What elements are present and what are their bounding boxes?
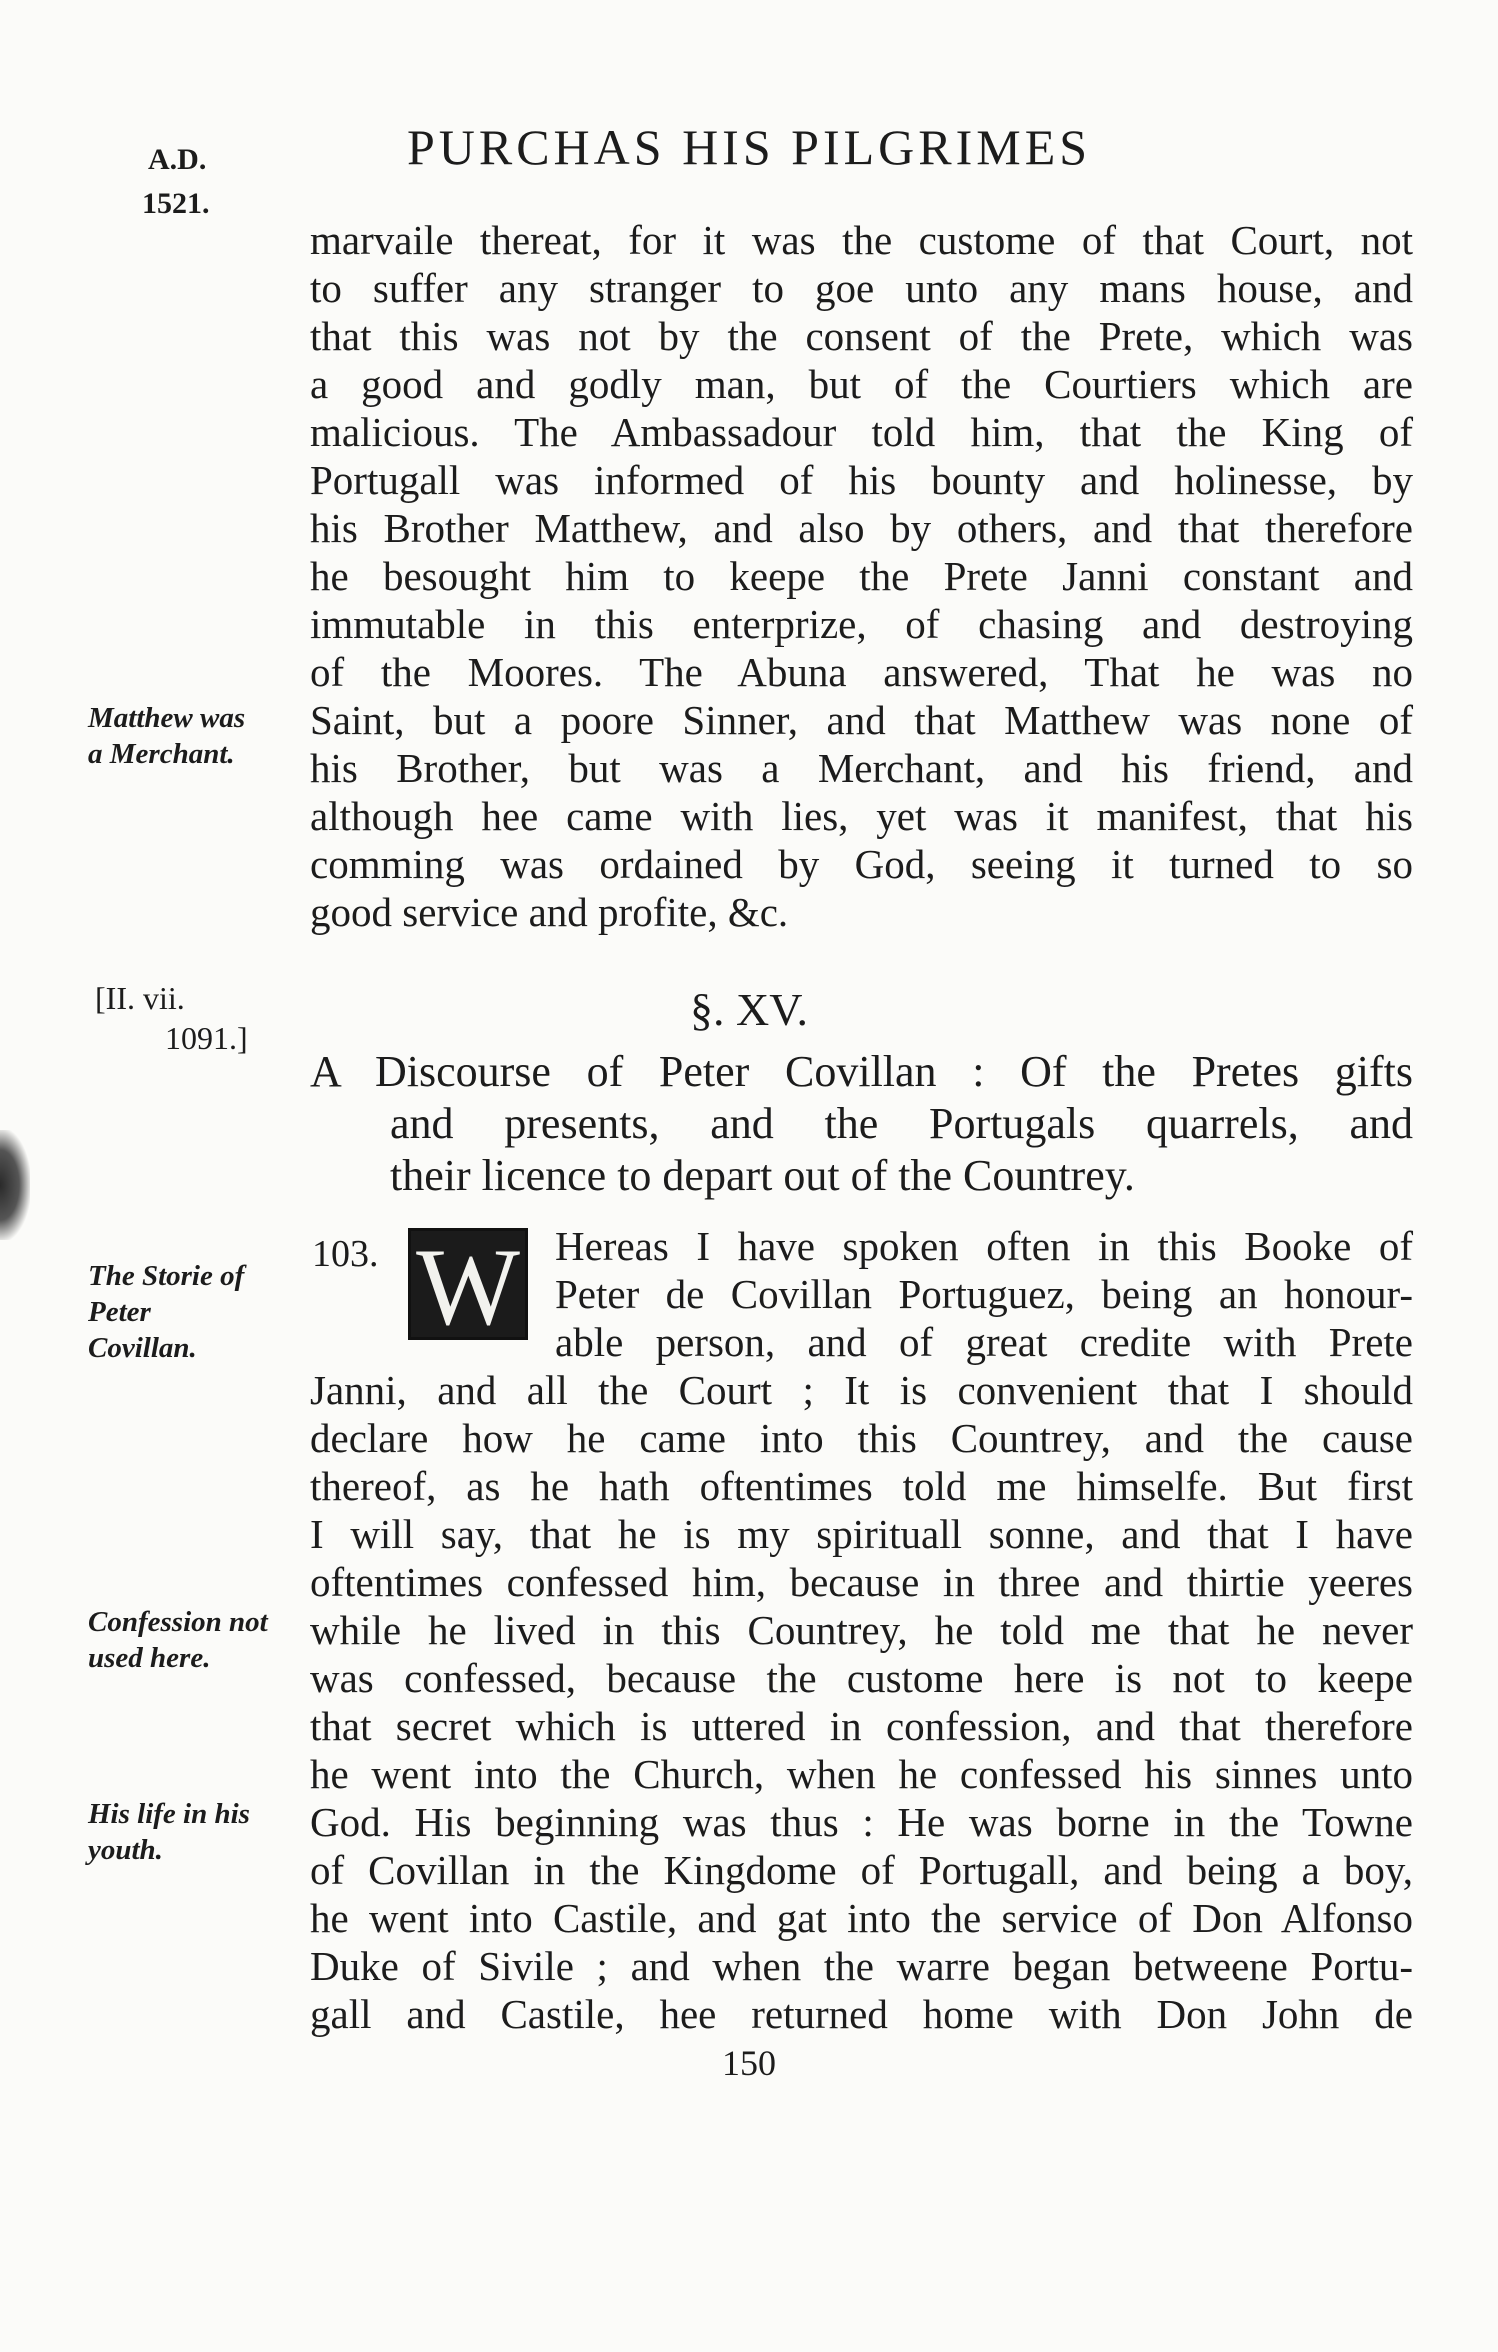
heading-line: A Discourse of Peter Covillan : Of the Pretes gifts — [310, 1047, 1413, 1096]
text-line: comming was ordained by God, seeing it turned to so — [310, 841, 1413, 887]
margin-note-line: Confession not — [88, 1606, 268, 1638]
margin-note-line: youth. — [88, 1834, 163, 1866]
margin-note-storie — [88, 1258, 244, 1366]
margin-note-line: Peter — [88, 1296, 151, 1328]
year: 1521. — [142, 187, 210, 220]
chapter-number: 103. — [312, 1233, 379, 1275]
text-line: of the Moores. The Abuna answered, That he was no — [310, 649, 1413, 695]
text-line: able person, and of great credite with Prete — [555, 1319, 1413, 1365]
date-label: A.D. — [148, 143, 207, 176]
text-line: Janni, and all the Court ; It is convenient that I should — [310, 1367, 1413, 1413]
margin-note-line: Matthew was — [88, 702, 246, 734]
page-edge-shadow — [0, 1130, 30, 1240]
text-line: Saint, but a poore Sinner, and that Matthew was none of — [310, 697, 1413, 743]
text-line: malicious. The Ambassadour told him, that the King of — [310, 409, 1413, 455]
page-number: 150 — [722, 2043, 776, 2083]
text-line: immutable in this enterprize, of chasing and destroying — [310, 601, 1413, 647]
text-line: oftentimes confessed him, because in three and thirtie yeeres — [310, 1559, 1413, 1605]
text-line: he besought him to keepe the Prete Janni constant and — [310, 553, 1413, 599]
margin-note-line: The Storie of — [88, 1260, 245, 1292]
text-line: he went into Castile, and gat into the service of Don Alfonso — [310, 1895, 1413, 1941]
text-line: was confessed, because the custome here is not to keepe — [310, 1655, 1413, 1701]
text-line: thereof, as he hath oftentimes told me himselfe. But first — [310, 1463, 1413, 1509]
text-line: Portugall was informed of his bounty and holinesse, by — [310, 457, 1413, 503]
text-line: that secret which is uttered in confession, and that therefore — [310, 1703, 1413, 1749]
text-line: while he lived in this Countrey, he told me that he never — [310, 1607, 1413, 1653]
text-line: to suffer any stranger to goe unto any mans house, and — [310, 265, 1413, 311]
margin-ref-line: [II. vii. — [95, 980, 185, 1016]
text-line: Peter de Covillan Portuguez, being an honour- — [555, 1271, 1413, 1317]
text-line: a good and godly man, but of the Courtiers which are — [310, 361, 1413, 407]
text-line: although hee came with lies, yet was it manifest, that his — [310, 793, 1413, 839]
text-line: Hereas I have spoken often in this Booke of — [555, 1223, 1413, 1269]
text-line: that this was not by the consent of the Prete, which was — [310, 313, 1413, 359]
text-line: marvaile thereat, for it was the custome of that Court, not — [310, 217, 1413, 263]
margin-note-line: His life in his — [88, 1798, 250, 1830]
text-line: Duke of Sivile ; and when the warre began betweene Portu- — [310, 1943, 1413, 1989]
margin-note-matthew — [88, 700, 245, 772]
text-line: his Brother Matthew, and also by others, and that therefore — [310, 505, 1413, 551]
drop-cap: W — [408, 1228, 528, 1340]
margin-note-line: used here. — [88, 1642, 211, 1674]
text-line: God. His beginning was thus : He was borne in the Towne — [310, 1799, 1413, 1845]
text-line: I will say, that he is my spirituall sonne, and that I have — [310, 1511, 1413, 1557]
text-line: his Brother, but was a Merchant, and his friend, and — [310, 745, 1413, 791]
section-number: §. XV. — [689, 984, 808, 1035]
heading-line: and presents, and the Portugals quarrels, and — [390, 1099, 1413, 1148]
text-line: declare how he came into this Countrey, and the cause — [310, 1415, 1413, 1461]
text-line: good service and profite, &c. — [310, 889, 789, 935]
text-line: of Covillan in the Kingdome of Portugall, and being a boy, — [310, 1847, 1413, 1893]
margin-note-youth — [88, 1796, 250, 1868]
text-line: gall and Castile, hee returned home with Don John de — [310, 1991, 1413, 2037]
running-head: PURCHAS HIS PILGRIMES — [406, 119, 1092, 175]
margin-note-line: Covillan. — [88, 1332, 197, 1364]
margin-ref-line: 1091.] — [165, 1020, 248, 1056]
heading-line: their licence to depart out of the Countrey. — [390, 1151, 1135, 1200]
margin-note-confession — [88, 1604, 268, 1676]
margin-note-line: a Merchant. — [88, 738, 235, 770]
text-line: he went into the Church, when he confessed his sinnes unto — [310, 1751, 1413, 1797]
